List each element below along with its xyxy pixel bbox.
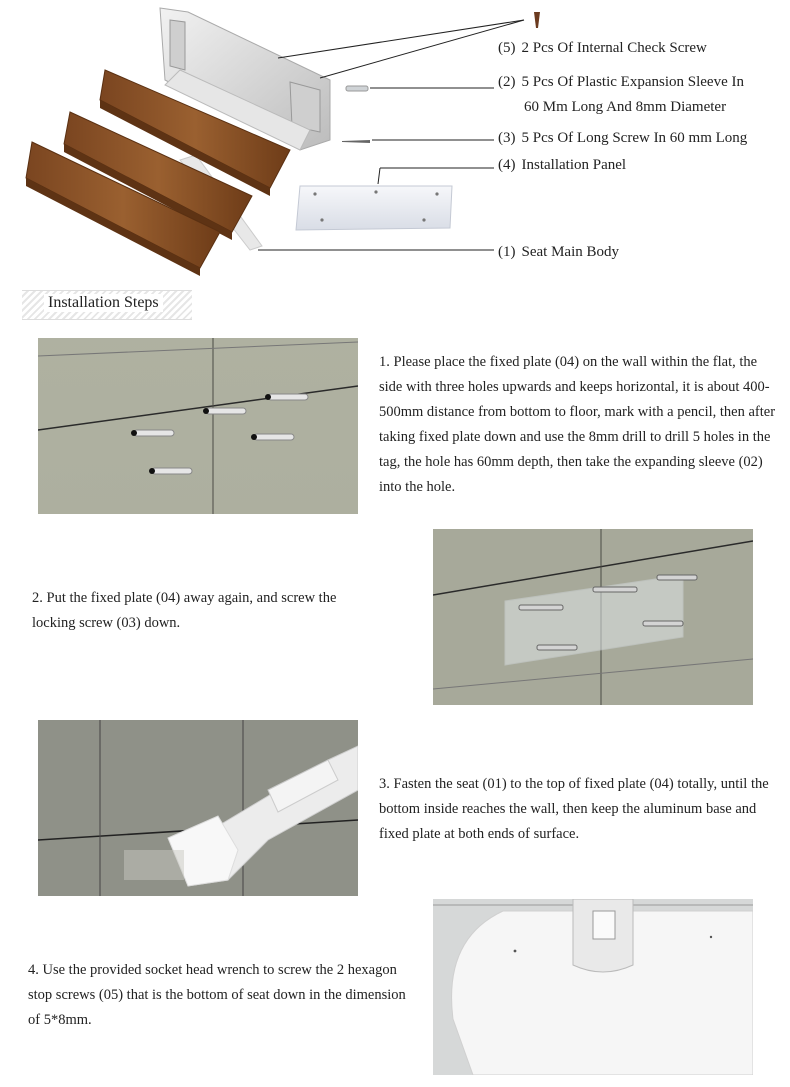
part-label-check-screw: (5) 2 Pcs Of Internal Check Screw: [498, 40, 707, 56]
installation-panel: [296, 186, 452, 230]
wall-with-sleeves-illustration: [38, 338, 358, 514]
step-4-photo: [433, 899, 753, 1075]
step-2-photo: [433, 529, 753, 705]
part-label-seat-body: (1) Seat Main Body: [498, 244, 619, 260]
part-label-expansion-sleeve: (2) 5 Pcs Of Plastic Expansion Sleeve In: [498, 74, 744, 90]
seat-bottom-closeup-illustration: [433, 899, 753, 1075]
step-1-text: 1. Please place the fixed plate (04) on the wall within the flat, the side with three holes upwards and keeps horizontal, it is about 400-500mm distance from bottom to floor, mark with a pencil, then after taking fixed plate down and use the 8mm drill to drill 5 holes in the tag, the hole has 60mm depth, then take the expanding sleeve (02) into the hole.: [379, 354, 776, 495]
section-title: Installation Steps: [44, 294, 163, 312]
step-1-photo: [38, 338, 358, 514]
step-2-text: 2. Put the fixed plate (04) away again, and screw the locking screw (03) down.: [32, 590, 337, 631]
step-4-text: 4. Use the provided socket head wrench to screw the 2 hexagon stop screws (05) that is the bottom of seat down in the dimension of 5*8mm.: [28, 962, 406, 1028]
expansion-sleeve: [346, 86, 368, 91]
part-label-expansion-sleeve-line2: 60 Mm Long And 8mm Diameter: [524, 99, 727, 115]
part-label-long-screw: (3) 5 Pcs Of Long Screw In 60 mm Long: [498, 130, 748, 146]
step-3-text: 3. Fasten the seat (01) to the top of fixed plate (04) totally, until the bottom inside reaches the wall, then keep the aluminum base and fixed plate at both ends of surface.: [379, 776, 769, 842]
plate-with-screws-illustration: [433, 529, 753, 705]
parts-diagram: [0, 0, 790, 330]
part-label-installation-panel: (4) Installation Panel: [498, 157, 627, 173]
check-screw: [534, 12, 540, 28]
step-3-photo: [38, 720, 358, 896]
seat-mounting-illustration: [38, 720, 358, 896]
section-title-tag: [22, 290, 192, 320]
long-screw: [342, 140, 370, 143]
